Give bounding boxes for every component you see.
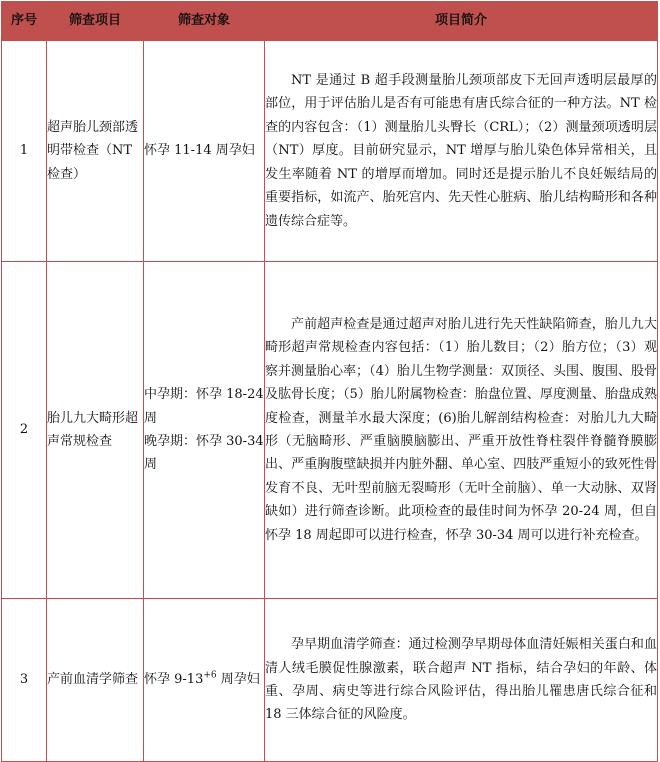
header-no: 序号 [2,2,47,41]
row-number: 3 [2,599,47,762]
item-description: NT 是通过 B 超手段测量胎儿颈项部皮下无回声透明层最厚的部位，用于评估胎儿是否有可能患有唐氏综合征的一种方法。NT 检查的内容包含：（1）测量胎儿头臀长（CRL）；（2）测量颈项透明层（NT）厚度。目前研究显示，NT 增厚与胎儿染色体异常相关，且发生率随着 NT 的增厚而增加。同时还是提示胎儿不良妊娠结局的重要指标，如流产、胎死宫内、先天性心脏病、胎儿结构畸形和各种遗传综合症等。 [265,41,658,262]
row-number: 2 [2,262,47,599]
table-header-row [2,2,658,41]
screening-target [144,262,265,599]
table-row [2,41,658,262]
screening-table [1,1,658,762]
screening-target [144,599,265,762]
target-week-start: 怀孕 9-13 [144,672,204,688]
target-week-suffix: 周孕妇 [216,672,260,688]
item-description: 产前超声检查是通过超声对胎儿进行先天性缺陷筛查，胎儿九大畸形超声常规检查内容包括：（1）胎儿数目；（2）胎方位；（3）观察并测量胎心率；（4）胎儿生物学测量：双顶径、头围、腹围、股骨及肱骨长度；（5）胎儿附属物检查：胎盘位置、厚度测量、胎盘成熟度检查，测量羊水最大深度；(6)胎儿解剖结构检查：对胎儿九大畸形（无脑畸形、严重脑膜脑膨出、严重开放性脊柱裂伴脊髓脊膜膨出、严重胸腹壁缺损并内脏外翻、单心室、四肢严重短小的致死性骨发育不良、无叶型前脑无裂畸形（无叶全前脑）、单一大动脉、双肾缺如）进行筛查诊断。此项检查的最佳时间为怀孕 20-24 周，但自怀孕 18 周起即可以进行检查，怀孕 30-34 周可以进行补充检查。 [265,262,658,599]
table-row [2,262,658,599]
header-item: 筛查项目 [47,2,144,41]
screening-target: 怀孕 11-14 周孕妇 [144,41,265,262]
item-description: 孕早期血清学筛查：通过检测孕早期母体血清妊娠相关蛋白和血清人绒毛膜促性腺激素，联合超声 NT 指标，结合孕妇的年龄、体重、孕周、病史等进行综合风险评估，得出胎儿罹患唐氏综合征和 18 三体综合征的风险度。 [265,599,658,762]
target-week-days: +6 [203,670,217,681]
table-row [2,599,658,762]
target-mid-pregnancy: 中孕期：怀孕 18-24 周 [144,387,264,426]
target-late-pregnancy: 晚孕期：怀孕 30-34 周 [144,434,264,473]
screening-item: 超声胎儿颈部透明带检查（NT 检查） [47,41,144,262]
header-desc: 项目简介 [265,2,658,41]
row-number: 1 [2,41,47,262]
header-target: 筛查对象 [144,2,265,41]
screening-item: 胎儿九大畸形超声常规检查 [47,262,144,599]
screening-item: 产前血清学筛查 [47,599,144,762]
